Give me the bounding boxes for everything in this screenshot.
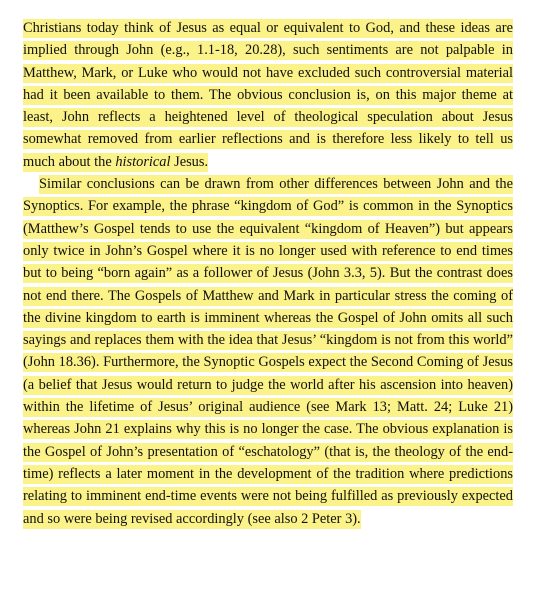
highlighted-text xyxy=(23,19,513,172)
paragraph-1-italic-word: historical xyxy=(115,153,171,170)
paragraph-2-text: Similar conclusions can be drawn from other differences between John and the Synoptics. For example, the phrase “kingdom of God” is common in the Synoptics (Matthew’s Gospel tends to use the equivalent “kingdom of Heaven”) but appears only twice in John’s Gospel where it is no longer used with reference to end times but to being “born again” as a follower of Jesus (John 3.3, 5). But the contrast does not end there. The Gospels of Matthew and Mark in particular stress the coming of the divine kingdom to earth is imminent whereas the Gospel of John omits all such sayings and replaces them with the idea that Jesus’ “kingdom is not from this world” (John 18.36). Furthermore, the Synoptic Gospels expect the Second Coming of Jesus (a belief that Jesus would return to judge the world after his ascension into heaven) within the lifetime of Jesus’ original audience (see Mark 13; Matt. 24; Luke 21) whereas John 21 explains why this is no longer the case. The obvious explanation is the Gospel of John’s presentation of “eschatology” (that is, the theology of the end-time) reflects a later moment in the development of the tradition where predictions relating to imminent end-time events were not being fulfilled as previously expected and so were being revised accordingly (see also 2 Peter 3). xyxy=(23,176,513,527)
paragraph-2 xyxy=(23,173,513,530)
document-page xyxy=(23,17,513,530)
highlighted-text xyxy=(23,175,513,528)
paragraph-1-text: Christians today think of Jesus as equal or equivalent to God, and these ideas are implied through John (e.g., 1.1-18, 20.28), such sentiments are not palpable in Matthew, Mark, or Luke who would not have excluded such controversial material had it been available to them. The obvious conclusion is, on this major theme at least, John reflects a heightened level of theological speculation about Jesus somewhat removed from earlier reflections and is therefore less likely to tell us much about the xyxy=(23,20,513,170)
paragraph-1-text-end: Jesus. xyxy=(170,153,209,170)
paragraph-1 xyxy=(23,17,513,173)
